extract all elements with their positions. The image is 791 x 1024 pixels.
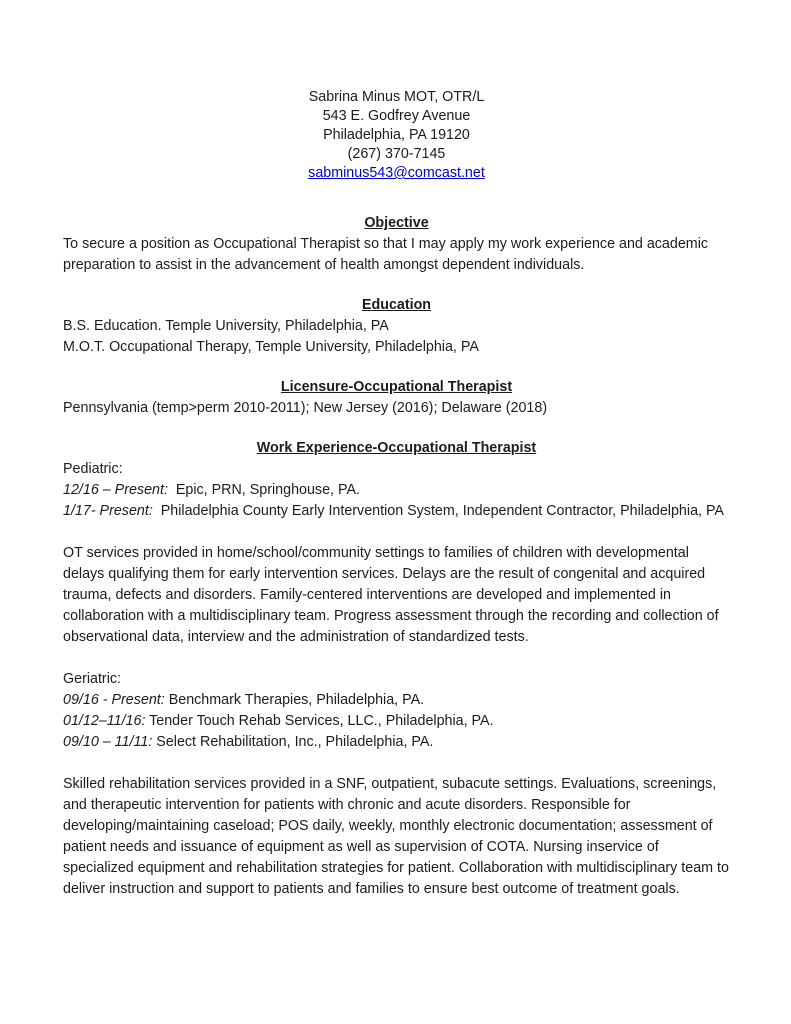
job-details: Philadelphia County Early Intervention System, Independent Contractor, Philadelphia, PA [152, 503, 724, 519]
job-dates: 01/12–11/16: [63, 713, 146, 729]
job-line-pediatric-1 [63, 480, 730, 501]
contact-name: Sabrina Minus MOT, OTR/L [308, 89, 485, 105]
education-heading: Education [361, 297, 432, 313]
pediatric-description: OT services provided in home/school/community settings to families of children with developmental delays qualifying them for early intervention services. Delays are the result of congenital and acquired trauma, defects and disorders. Family-centered interventions are developed and implemented in collaboration with a multidisciplinary team. Progress assessment through the recording and collection of observational data, interview and the administration of standardized tests. [63, 545, 719, 645]
objective-text: To secure a position as Occupational Therapist so that I may apply my work experience and academic preparation to assist in the advancement of health amongst dependent individuals. [63, 236, 709, 273]
job-line-geriatric-2 [63, 711, 730, 732]
job-dates: 09/16 - Present: [63, 692, 165, 708]
job-dates: 09/10 – 11/11: [63, 734, 153, 750]
work-experience-section [63, 438, 730, 900]
geriatric-description: Skilled rehabilitation services provided in a SNF, outpatient, subacute settings. Evaluations, screenings, and therapeutic intervention for patients with chronic and acute disorders. Responsible for developing/maintaining caseload; POS daily, weekly, monthly electronic documentation; assessment of patient needs and issuance of equipment as well as supervision of COTA. Nursing inservice of specialized equipment and rehabilitation strategies for patient. Collaboration with multidisciplinary team to deliver instruction and support to patients and families to ensure best outcome of treatment goals. [63, 776, 729, 897]
job-details: Benchmark Therapies, Philadelphia, PA. [164, 692, 425, 708]
licensure-heading: Licensure-Occupational Therapist [280, 379, 513, 395]
education-item: B.S. Education. Temple University, Philadelphia, PA [63, 318, 389, 334]
objective-section [63, 213, 730, 276]
job-line-pediatric-2 [63, 501, 730, 522]
licensure-text: Pennsylvania (temp>perm 2010-2011); New Jersey (2016); Delaware (2018) [63, 400, 548, 416]
job-dates: 12/16 – Present: [63, 482, 168, 498]
job-line-geriatric-3 [63, 732, 730, 753]
contact-street-address: 543 E. Godfrey Avenue [322, 108, 471, 124]
licensure-section [63, 377, 730, 419]
contact-email-link[interactable]: sabminus543@comcast.net [308, 165, 485, 181]
job-details: Epic, PRN, Springhouse, PA. [167, 482, 360, 498]
pediatric-label: Pediatric: [63, 461, 123, 477]
job-details: Tender Touch Rehab Services, LLC., Philadelphia, PA. [145, 713, 494, 729]
contact-email-line [63, 164, 730, 183]
geriatric-label: Geriatric: [63, 671, 121, 687]
objective-heading: Objective [364, 215, 429, 231]
contact-header [63, 88, 730, 183]
education-item: M.O.T. Occupational Therapy, Temple University, Philadelphia, PA [63, 339, 479, 355]
job-details: Select Rehabilitation, Inc., Philadelphia, PA. [152, 734, 434, 750]
work-experience-heading: Work Experience-Occupational Therapist [256, 440, 537, 456]
job-dates: 1/17- Present: [63, 503, 153, 519]
contact-phone: (267) 370-7145 [347, 146, 446, 162]
contact-city-state-zip: Philadelphia, PA 19120 [323, 127, 470, 143]
job-line-geriatric-1 [63, 690, 730, 711]
education-section [63, 295, 730, 358]
